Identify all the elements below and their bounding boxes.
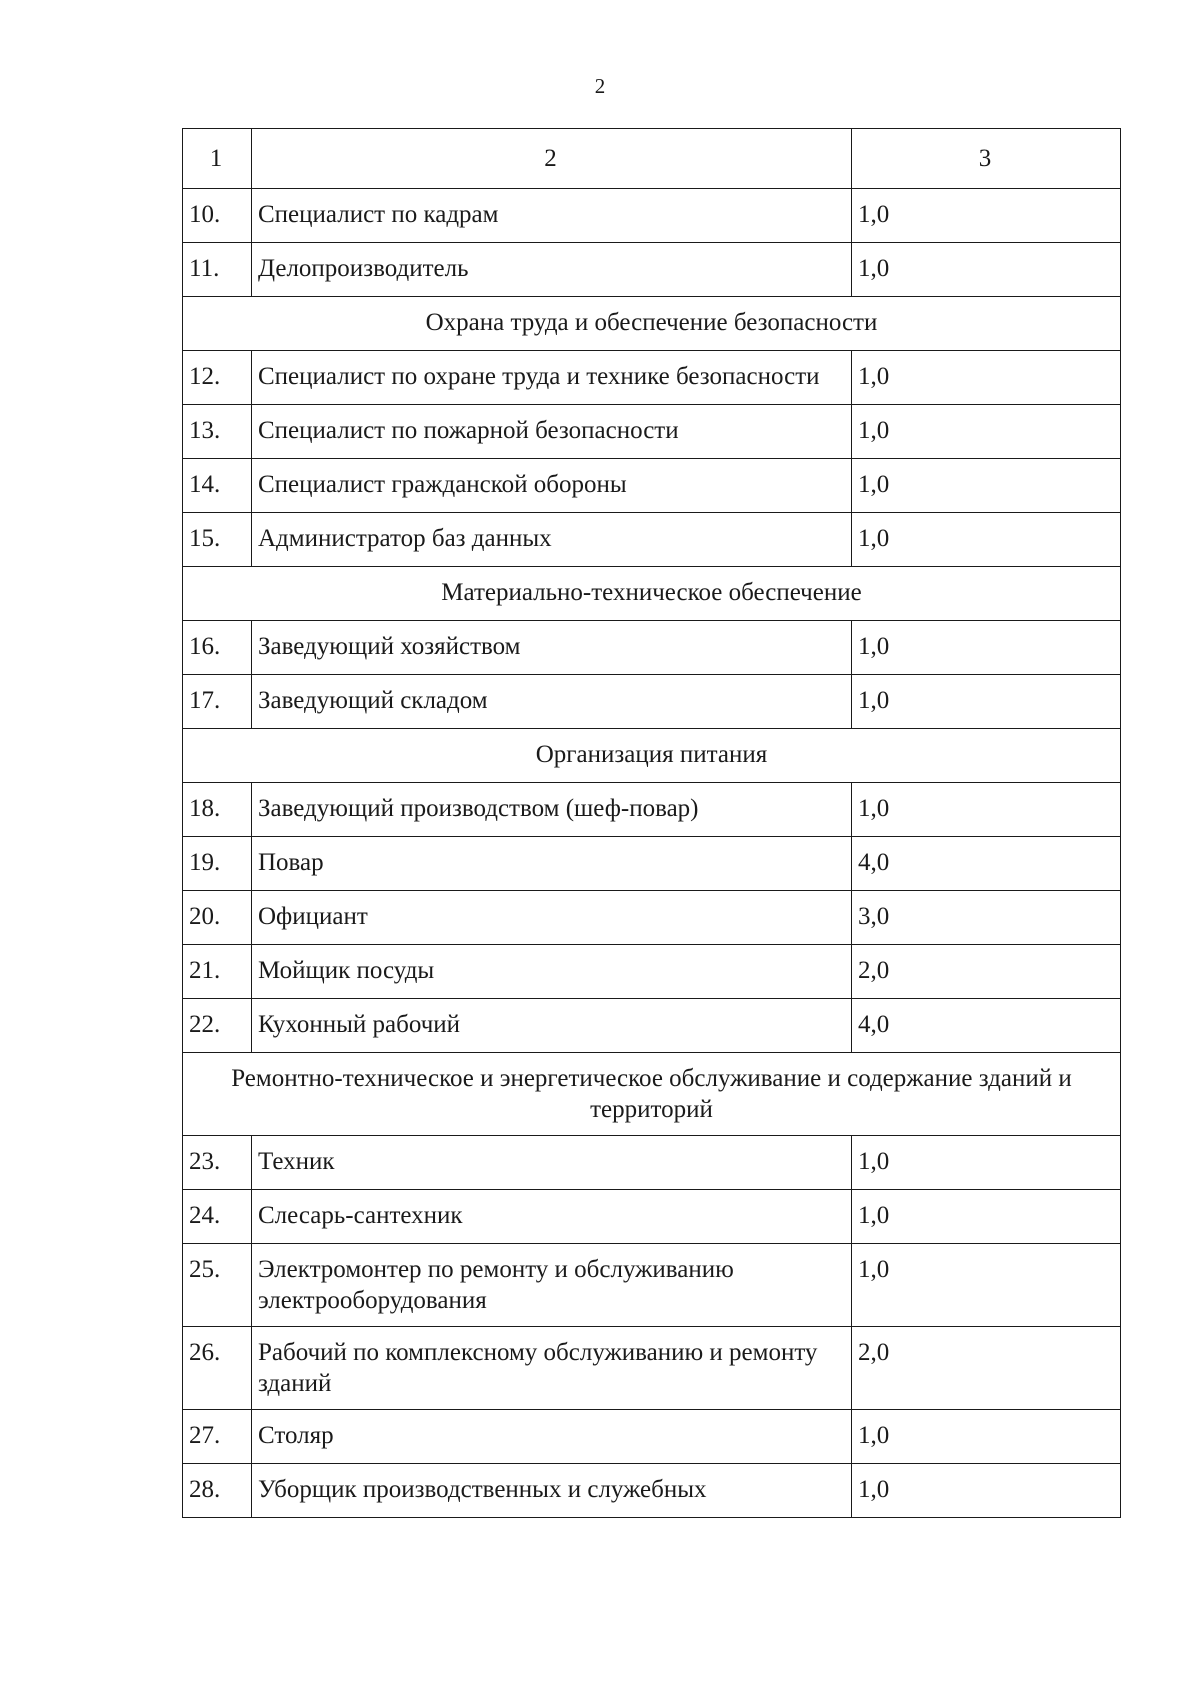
row-number: 24. [183,1190,252,1244]
row-number: 11. [183,243,252,297]
table-row [183,405,1121,459]
table-row [183,513,1121,567]
position-name: Электромонтер по ремонту и обслуживанию электрооборудования [252,1244,852,1327]
row-number: 21. [183,945,252,999]
position-name: Специалист по охране труда и технике безопасности [252,351,852,405]
position-name: Повар [252,837,852,891]
staff-units: 1,0 [852,351,1121,405]
table-row [183,189,1121,243]
row-number: 26. [183,1327,252,1410]
page-number: 2 [594,74,606,98]
staff-units: 1,0 [852,459,1121,513]
position-name: Официант [252,891,852,945]
table-row [183,1464,1121,1518]
row-number: 19. [183,837,252,891]
row-number: 20. [183,891,252,945]
staff-table [182,128,1121,1518]
column-header: 3 [852,129,1121,189]
staff-units: 1,0 [852,1136,1121,1190]
position-name: Рабочий по комплексному обслуживанию и ремонту зданий [252,1327,852,1410]
row-number: 13. [183,405,252,459]
column-header: 1 [183,129,252,189]
staff-units: 4,0 [852,999,1121,1053]
section-row [183,1053,1121,1136]
table-row [183,1410,1121,1464]
staff-units: 1,0 [852,621,1121,675]
position-name: Столяр [252,1410,852,1464]
row-number: 17. [183,675,252,729]
position-name: Специалист по кадрам [252,189,852,243]
staff-units: 2,0 [852,1327,1121,1410]
position-name: Специалист по пожарной безопасности [252,405,852,459]
column-header: 2 [252,129,852,189]
table-row [183,675,1121,729]
table-row [183,783,1121,837]
staff-units: 1,0 [852,783,1121,837]
staff-units: 3,0 [852,891,1121,945]
row-number: 12. [183,351,252,405]
row-number: 16. [183,621,252,675]
position-name: Уборщик производственных и служебных [252,1464,852,1518]
table-row [183,891,1121,945]
section-row [183,297,1121,351]
row-number: 23. [183,1136,252,1190]
section-title: Охрана труда и обеспечение безопасности [183,297,1121,351]
row-number: 25. [183,1244,252,1327]
staff-units: 1,0 [852,1190,1121,1244]
staff-units: 1,0 [852,1244,1121,1327]
row-number: 15. [183,513,252,567]
position-name: Заведующий складом [252,675,852,729]
position-name: Заведующий хозяйством [252,621,852,675]
row-number: 27. [183,1410,252,1464]
section-row [183,567,1121,621]
row-number: 22. [183,999,252,1053]
section-row [183,729,1121,783]
table-row [183,837,1121,891]
position-name: Администратор баз данных [252,513,852,567]
staff-units: 1,0 [852,1464,1121,1518]
table-row [183,351,1121,405]
row-number: 14. [183,459,252,513]
table-row [183,621,1121,675]
staff-units: 1,0 [852,405,1121,459]
position-name: Специалист гражданской обороны [252,459,852,513]
table-row [183,459,1121,513]
position-name: Заведующий производством (шеф-повар) [252,783,852,837]
row-number: 18. [183,783,252,837]
section-title: Материально-техническое обеспечение [183,567,1121,621]
staff-units: 1,0 [852,513,1121,567]
position-name: Техник [252,1136,852,1190]
position-name: Слесарь-сантехник [252,1190,852,1244]
section-title: Ремонтно-техническое и энергетическое обслуживание и содержание зданий и территорий [183,1053,1121,1136]
row-number: 28. [183,1464,252,1518]
table-row [183,1136,1121,1190]
table-row [183,1327,1121,1410]
staff-units: 1,0 [852,1410,1121,1464]
staff-units: 2,0 [852,945,1121,999]
table-body [183,189,1121,1518]
position-name: Кухонный рабочий [252,999,852,1053]
position-name: Мойщик посуды [252,945,852,999]
table-row [183,243,1121,297]
position-name: Делопроизводитель [252,243,852,297]
staff-units: 4,0 [852,837,1121,891]
staff-units: 1,0 [852,189,1121,243]
row-number: 10. [183,189,252,243]
table-header-row [183,129,1121,189]
table-row [183,999,1121,1053]
staff-units: 1,0 [852,675,1121,729]
table-row [183,945,1121,999]
table-row [183,1244,1121,1327]
section-title: Организация питания [183,729,1121,783]
staff-units: 1,0 [852,243,1121,297]
table-row [183,1190,1121,1244]
